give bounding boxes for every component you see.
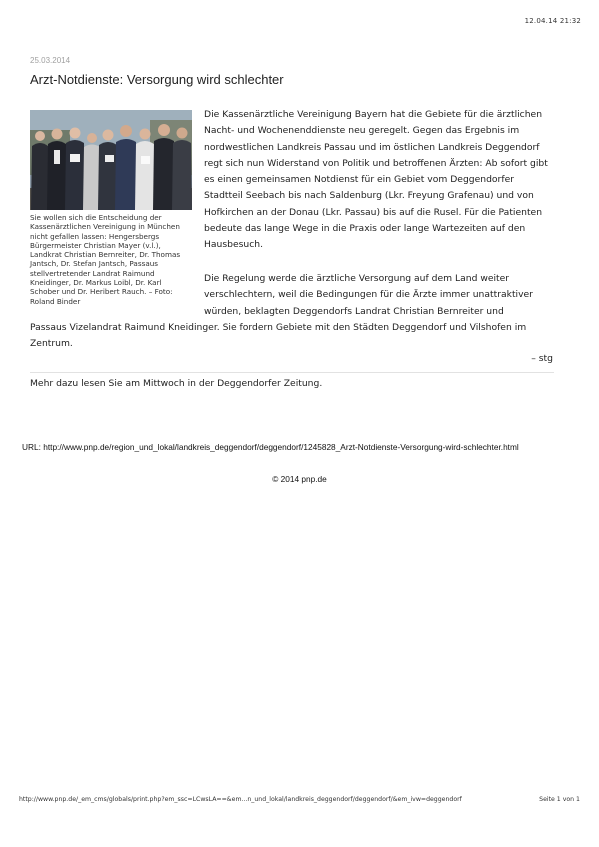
url-label: URL: bbox=[22, 442, 41, 452]
source-url-link[interactable]: http://www.pnp.de/region_und_lokal/landkreis_deggendorf/deggendorf/1245828_Arzt-Notdienste-Versorgung-wird-schlechter.html bbox=[43, 442, 519, 452]
author-signature: – stg bbox=[531, 353, 553, 364]
article-paragraph-2-bottom: Passaus Vizelandrat Raimund Kneidinger. Sie fordern Gebiete mit den Städten Deggendorf und Vilshofen im Zentrum. bbox=[30, 322, 527, 350]
source-url-line bbox=[22, 439, 562, 455]
article-date: 25.03.2014 bbox=[30, 56, 71, 65]
divider bbox=[30, 372, 554, 373]
image-caption: Sie wollen sich die Entscheidung der Kassenärztlichen Vereinigung in München nicht gefallen lassen: Hengersbergs Bürgermeister Christian Mayer (v.l.), Landkrat Christian Bernreiter, Dr. Thomas Jantsch, Dr. Stefan Jantsch, Passaus stellvertretender Landrat Raimund Kneidinger, Dr. Markus Loibl, Dr. Karl Schober und Dr. Heribert Rauch. – Foto: Roland Binder bbox=[30, 213, 181, 306]
print-footer-url: http://www.pnp.de/_em_cms/globals/print.php?em_ssc=LCwsLA==&em...n_und_lokal/landkreis_deggendorf/deggendorf/&em_ivw=deggendorf bbox=[19, 796, 462, 803]
article-photo bbox=[30, 110, 192, 210]
print-timestamp: 12.04.14 21:32 bbox=[524, 17, 581, 25]
more-info-text: Mehr dazu lesen Sie am Mittwoch in der Deggendorfer Zeitung. bbox=[30, 378, 323, 389]
article-title: Arzt-Notdienste: Versorgung wird schlechter bbox=[30, 72, 284, 87]
copyright-notice: © 2014 pnp.de bbox=[272, 474, 327, 484]
page-number: Seite 1 von 1 bbox=[539, 796, 580, 803]
article-paragraph-2-top: Die Regelung werde die ärztliche Versorgung auf dem Land weiter verschlechtern, weil die Bedingungen für die Ärzte immer unattraktiver würden, beklagten Deggendorfs Landrat Christian Bernreiter und bbox=[204, 273, 533, 317]
article-paragraph-1: Die Kassenärztliche Vereinigung Bayern hat die Gebiete für die ärztlichen Nacht- und Wochenenddienste neu geregelt. Gegen das Ergebnis im nordwestlichen Landkreis Passau und im östlichen Landkreis Deggendorf regt sich nun Widerstand von Politik und betroffenen Ärzten: Ab sofort gibt es einen gemeinsamen Notdienst für ein Gebiet vom Deggendorfer Stadtteil Seebach bis nach Saldenburg (Lkr. Freyung Grafenau) und von Hofkirchen an der Donau (Lkr. Passau) bis auf die Rusel. Für die Patienten bedeute das lange Wege in die Praxis oder lange Wartezeiten auf den Hausbesuch. bbox=[204, 109, 548, 251]
